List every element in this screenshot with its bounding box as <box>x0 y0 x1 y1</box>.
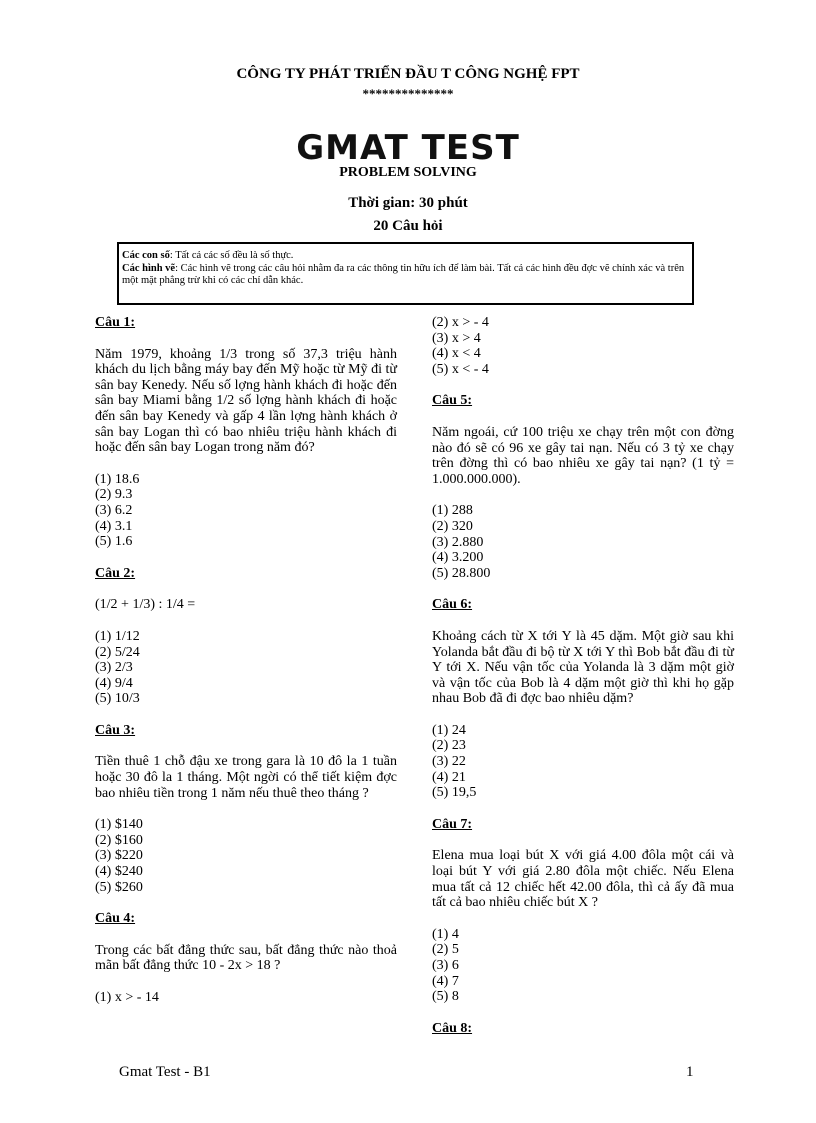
question-6-text: Khoảng cách từ X tới Y là 45 dặm. Một giờ sau khi Yolanda bắt đầu đi bộ từ X tới Y thì Bob bắt đầu đi từ Y tới X. Nếu vận tốc của Yolanda là 3 dặm một giờ và vận tốc của Bob là 4 dặm một giờ thì khi họ gặp nhau Bob đã đi đợc bao nhiêu dặm? <box>432 628 734 707</box>
option: (5) x < - 4 <box>432 361 489 377</box>
option: (4) $240 <box>95 864 143 880</box>
left-column <box>95 315 397 1022</box>
numbers-note-text: : Tất cả các số đều là số thực. <box>169 250 294 261</box>
footer-label: Gmat Test - B1 <box>119 1064 211 1080</box>
option: (3) x > 4 <box>432 330 481 346</box>
option: (4) 3.200 <box>432 550 484 566</box>
question-6-options <box>432 723 734 801</box>
option: (5) 8 <box>432 989 459 1005</box>
option: (5) 19,5 <box>432 785 477 801</box>
option: (4) 9/4 <box>95 675 133 691</box>
question-count: 20 Câu hỏi <box>373 218 443 234</box>
page-number: 1 <box>686 1064 694 1080</box>
question-5-options <box>432 503 734 581</box>
numbers-note-label: Các con số <box>122 250 170 261</box>
figures-note-text: : Các hình vẽ trong các câu hỏi nhằm đa ra các thông tin hữu ích để làm bài. Tất cả các hình đều đợc vẽ chính xác và trên một mặt phẳng trừ khi có các chỉ dẫn khác. <box>122 262 685 286</box>
option: (3) 6.2 <box>95 502 133 518</box>
option: (5) 10/3 <box>95 691 140 707</box>
question-6-title: Câu 6: <box>432 597 473 613</box>
question-3-text: Tiền thuê 1 chỗ đậu xe trong gara là 10 đô la 1 tuần hoặc 30 đô la 1 tháng. Một ngời có thể tiết kiệm đợc bao nhiêu tiền trong 1 năm nếu thuê theo tháng ? <box>95 754 397 801</box>
question-3-options <box>95 817 397 895</box>
option: (1) x > - 14 <box>95 990 159 1005</box>
option: (2) 9.3 <box>95 487 133 503</box>
question-1-title: Câu 1: <box>95 315 136 330</box>
company-name: CÔNG TY PHÁT TRIỂN ĐẦU T CÔNG NGHỆ FPT <box>236 66 580 82</box>
option: (3) 22 <box>432 754 466 770</box>
option: (4) 21 <box>432 769 466 785</box>
figures-note-label: Các hình vẽ <box>122 262 176 274</box>
question-2-text: (1/2 + 1/3) : 1/4 = <box>95 597 196 613</box>
question-7-text: Elena mua loại bút X với giá 4.00 đôla một cái và loại bút Y với giá 2.80 đôla một chiếc. Nếu Elena mua tất cả 12 chiếc hết 42.00 đôla, thì cả ấy đã mua tất cả bao nhiêu chiếc bút X ? <box>432 848 734 911</box>
option: (1) 288 <box>432 503 473 519</box>
document-subtitle: PROBLEM SOLVING <box>339 165 477 180</box>
option: (1) 4 <box>432 926 459 942</box>
question-7-options <box>432 927 734 1005</box>
question-4-title: Câu 4: <box>95 911 136 927</box>
option: (5) $260 <box>95 879 143 895</box>
question-5-text: Năm ngoái, cứ 100 triệu xe chạy trên một con đờng nào đó sẽ có 96 xe gây tai nạn. Nếu có 3 tỷ xe chạy trên đờng thì có bao nhiêu xe gây tai nạn? (1 tỷ = 1.000.000.000). <box>432 424 734 487</box>
option: (2) $160 <box>95 832 143 848</box>
option: (2) x > - 4 <box>432 315 489 330</box>
option: (4) 7 <box>432 973 459 989</box>
option: (1) $140 <box>95 817 143 833</box>
option: (2) 320 <box>432 518 473 534</box>
question-4-options-right <box>432 315 734 377</box>
option: (4) x < 4 <box>432 346 481 362</box>
question-5-title: Câu 5: <box>432 393 473 409</box>
question-2-options <box>95 629 397 707</box>
question-2-title: Câu 2: <box>95 565 136 581</box>
option: (5) 1.6 <box>95 534 133 550</box>
header-stars: ************** <box>362 86 454 101</box>
option: (2) 23 <box>432 738 466 754</box>
option: (1) 18.6 <box>95 471 140 487</box>
option: (4) 3.1 <box>95 518 133 534</box>
question-1-text: Năm 1979, khoảng 1/3 trong số 37,3 triệu hành khách du lịch bằng máy bay đến Mỹ hoặc từ Mỹ đi từ sân bay Kenedy. Nếu số lợng hành khách đi hoặc đến sân bay Miami bằng 1/2 số lợng hành khách đi hoặc đến sân bay Kenedy và gấp 4 lần lợng hành khách ở sân bay Logan thì có bao nhiêu triệu hành khách đi hoặc đến sân bay Logan trong năm đó? <box>95 346 397 456</box>
question-8-title: Câu 8: <box>432 1020 473 1036</box>
right-column <box>432 315 734 1052</box>
option: (1) 1/12 <box>95 628 140 644</box>
question-1-options <box>95 472 397 550</box>
option: (3) 2.880 <box>432 534 484 550</box>
option: (5) 28.800 <box>432 565 491 581</box>
option: (1) 24 <box>432 722 466 738</box>
option: (3) 2/3 <box>95 660 133 676</box>
option: (2) 5 <box>432 942 459 958</box>
question-4-text: Trong các bất đẳng thức sau, bất đẳng thức nào thoả mãn bất đẳng thức 10 - 2x > 18 ? <box>95 942 397 974</box>
option: (3) $220 <box>95 848 143 864</box>
question-3-title: Câu 3: <box>95 722 136 738</box>
instructions-box <box>117 242 694 305</box>
question-4-options-left <box>95 990 397 1006</box>
document-title: GMAT TEST <box>296 128 520 168</box>
option: (2) 5/24 <box>95 644 140 660</box>
time-limit: Thời gian: 30 phút <box>348 195 468 211</box>
question-7-title: Câu 7: <box>432 816 473 832</box>
option: (3) 6 <box>432 958 459 973</box>
